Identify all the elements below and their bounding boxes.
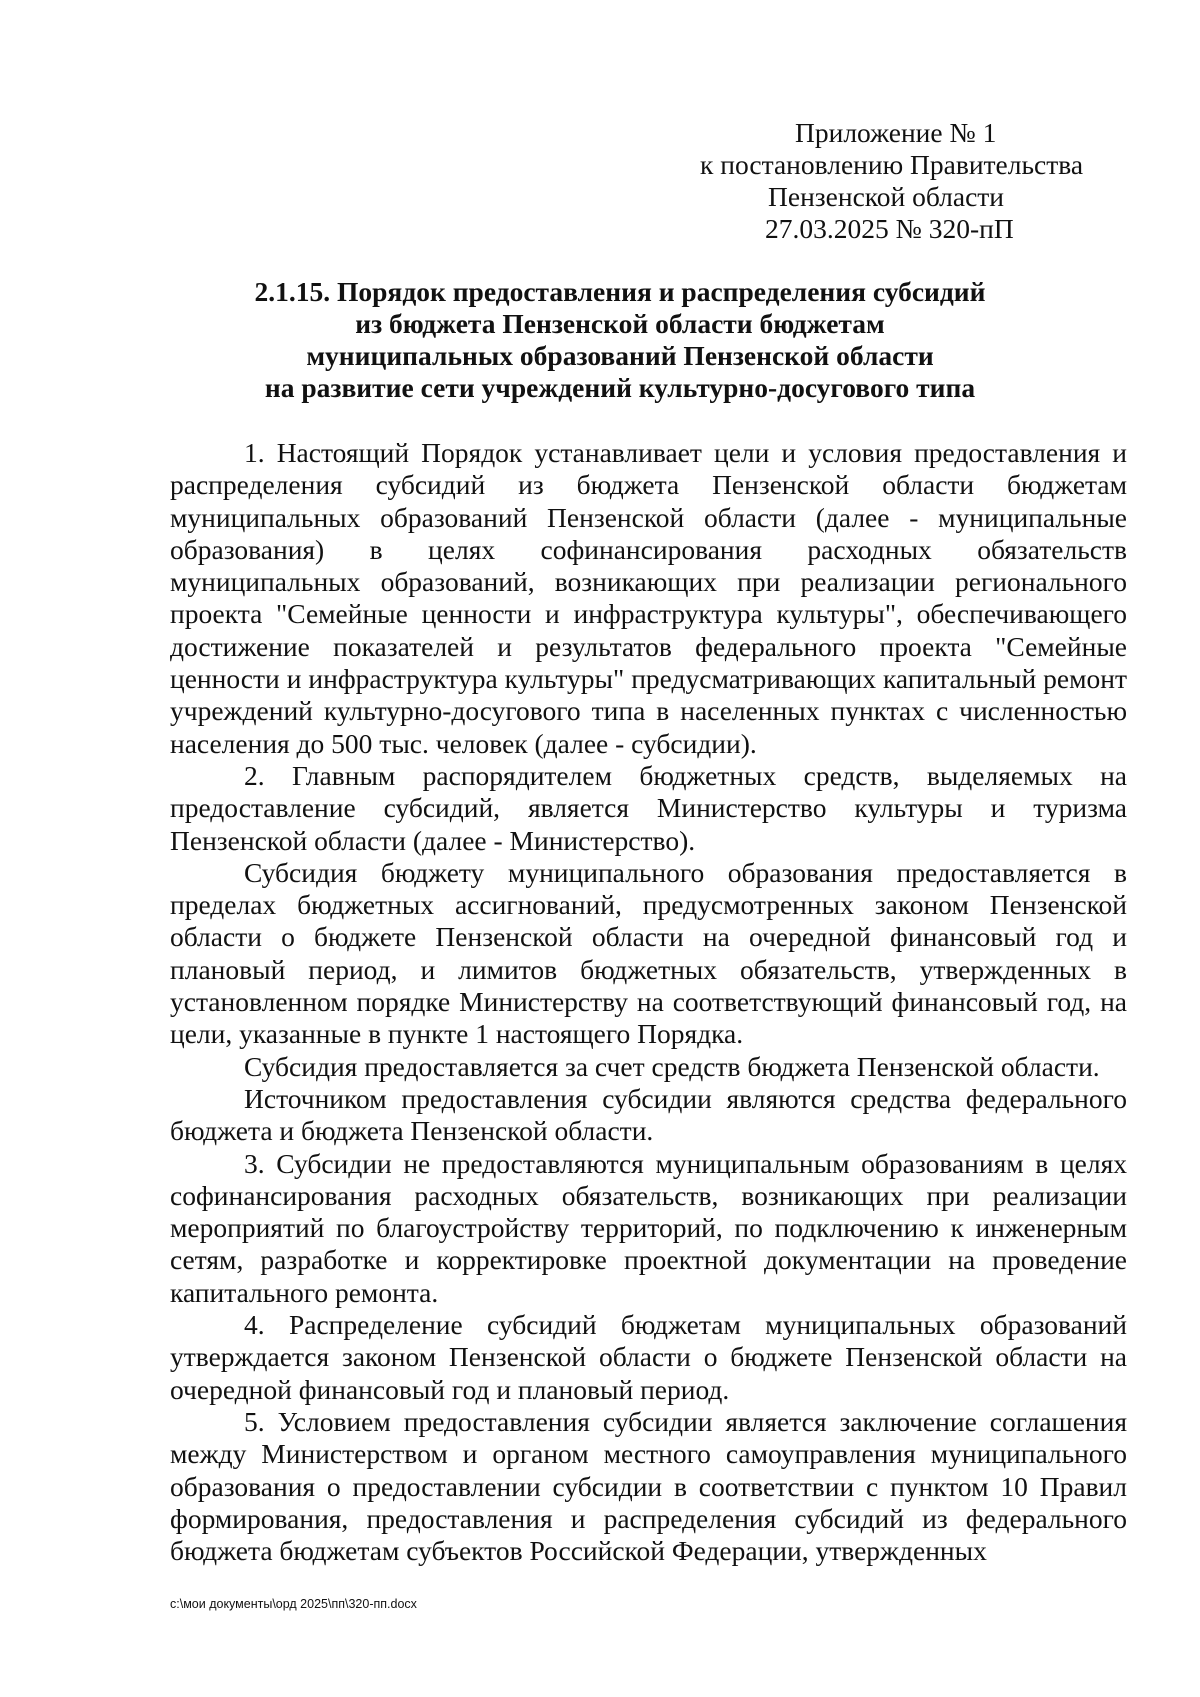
appendix-number: Приложение № 1 <box>795 117 997 148</box>
paragraph-subsidy-source: Субсидия предоставляется за счет средств бюджета Пензенской области. <box>244 1050 1100 1082</box>
title-line-2: из бюджета Пензенской области бюджетам <box>355 308 885 339</box>
title-line-3: муниципальных образований Пензенской области <box>306 340 934 371</box>
appendix-date-number: 27.03.2025 № 320-пП <box>765 213 1014 244</box>
appendix-region: Пензенской области <box>768 181 1005 212</box>
title-line-4: на развитие сети учреждений культурно-досугового типа <box>264 372 976 403</box>
document-title <box>170 276 1070 404</box>
document-body <box>170 437 1127 1567</box>
paragraph-subsidy-limits: Субсидия бюджету муниципального образования предоставляется в пределах бюджетных ассигнований, предусмотренных законом Пензенской области о бюджете Пензенской области на очередной финансовый год и плановый период, и лимитов бюджетных обязательств, утвержденных в установленном порядке Министерству на соответствующий финансовый год, на цели, указанные в пункте 1 настоящего Порядка. <box>170 856 1127 1050</box>
paragraph-2: 2. Главным распорядителем бюджетных средств, выделяемых на предоставление субсидий, является Министерство культуры и туризма Пензенской области (далее - Министерство). <box>170 759 1127 856</box>
paragraph-funding-source: Источником предоставления субсидии являются средства федерального бюджета и бюджета Пензенской области. <box>170 1082 1127 1147</box>
paragraph-4: 4. Распределение субсидий бюджетам муниципальных образований утверждается законом Пензенской области о бюджете Пензенской области на очередной финансовый год и плановый период. <box>170 1309 1127 1405</box>
title-line-1: 2.1.15. Порядок предоставления и распределения субсидий <box>254 276 986 307</box>
file-path-footer: c:\мои документы\орд 2025\пп\320-пп.docx <box>170 1597 417 1611</box>
appendix-resolution-ref: к постановлению Правительства <box>700 149 1084 180</box>
paragraph-1: 1. Настоящий Порядок устанавливает цели и условия предоставления и распределения субсидий из бюджета Пензенской области бюджетам муниципальных образований Пензенской области (далее - муниципальные образования) в целях софинансирования расходных обязательств муниципальных образований, возникающих при реализации регионального проекта "Семейные ценности и инфраструктура культуры", обеспечивающего достижение показателей и результатов федерального проекта "Семейные ценности и инфраструктура культуры" предусматривающих капитальный ремонт учреждений культурно-досугового типа в населенных пунктах с численностью населения до 500 тыс. человек (далее - субсидии). <box>170 437 1127 759</box>
paragraph-5: 5. Условием предоставления субсидии является заключение соглашения между Министерством и органом местного самоуправления муниципального образования о предоставлении субсидии в соответствии с пунктом 10 Правил формирования, предоставления и распределения субсидий из федерального бюджета бюджетам субъектов Российской Федерации, утвержденных <box>170 1405 1127 1567</box>
paragraph-3: 3. Субсидии не предоставляются муниципальным образованиям в целях софинансирования расходных обязательств, возникающих при реализации мероприятий по благоустройству территорий, по подключению к инженерным сетям, разработке и корректировке проектной документации на проведение капитального ремонта. <box>170 1147 1127 1308</box>
appendix-header <box>700 117 1160 245</box>
